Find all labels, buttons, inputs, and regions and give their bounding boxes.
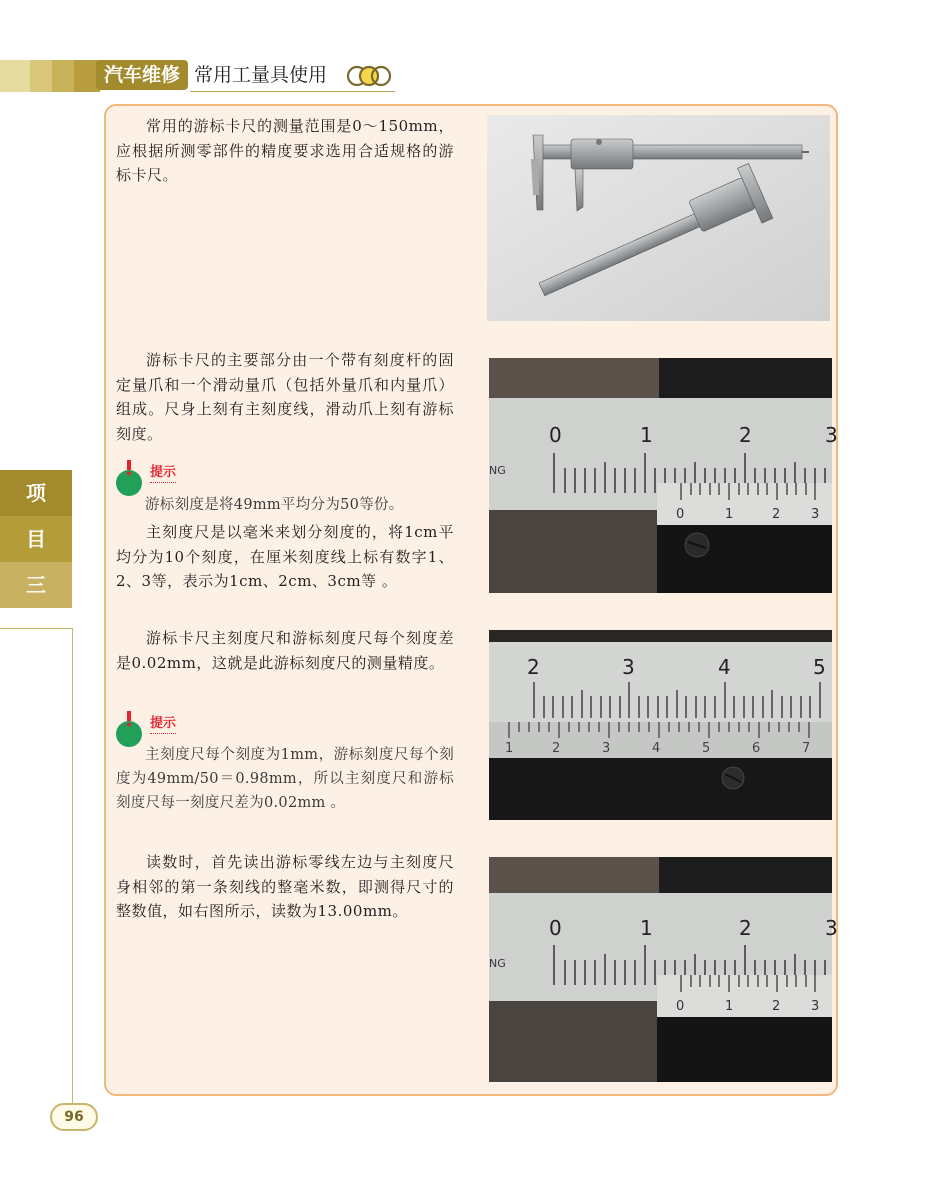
tip-text-2: 主刻度尺每个刻度为1mm，游标刻度尺每个刻度为49mm/50＝0.98mm，所以主刻度尺和游标刻度尺每一刻度尺差为0.02mm 。 — [116, 747, 454, 811]
main-scale-label: 1 — [640, 423, 653, 447]
scale-closeup-photo-2 — [489, 630, 832, 820]
vernier-label: 2 — [772, 507, 781, 522]
main-scale-label: 0 — [549, 423, 562, 447]
main-scale-label: 3 — [825, 423, 838, 447]
exclamation-icon — [125, 711, 133, 727]
scale-closeup-photo-3 — [489, 857, 838, 1082]
main-scale-label: 3 — [825, 916, 838, 940]
header-subtitle: 常用工量具使用 — [194, 64, 328, 86]
vernier-label: 4 — [652, 741, 661, 756]
vernier-label: 1 — [725, 507, 734, 522]
tip-label-text: 提示 — [150, 715, 176, 734]
tip-text-1: 游标刻度是将49mm平均分为50等份。 — [145, 497, 404, 513]
vernier-label: 6 — [752, 741, 761, 756]
main-scale-label: 3 — [622, 655, 635, 679]
paragraph-structure: 游标卡尺的主要部分由一个带有刻度杆的固定量爪和一个滑动量爪（包括外量爪和内量爪）组成。尺身上刻有主刻度线，滑动爪上刻有游标刻度。 — [116, 351, 454, 443]
brand-mark: NG — [489, 957, 506, 970]
side-rule — [72, 628, 73, 1103]
paragraph-precision: 游标卡尺主刻度尺和游标刻度尺每个刻度差是0.02mm，这就是此游标刻度尺的测量精度。 — [116, 629, 454, 672]
side-divider — [0, 628, 72, 629]
header-decoration-bar — [0, 60, 100, 92]
tip-label-2 — [116, 713, 196, 739]
scale-closeup-photo-1 — [489, 358, 838, 593]
page-number: 96 — [50, 1103, 98, 1131]
chapter-side-tab — [0, 470, 72, 608]
main-scale-label: 1 — [640, 916, 653, 940]
header-tag: 汽车维修 — [96, 60, 188, 90]
vernier-label: 0 — [676, 507, 685, 522]
main-scale-label: 0 — [549, 916, 562, 940]
vernier-label: 0 — [676, 999, 685, 1014]
vernier-label: 5 — [702, 741, 711, 756]
header-underline — [190, 91, 395, 92]
vernier-label: 2 — [552, 741, 561, 756]
page-header — [0, 56, 395, 94]
main-scale-label: 2 — [739, 423, 752, 447]
vernier-label: 1 — [505, 741, 514, 756]
paragraph-reading: 读数时，首先读出游标零线左边与主刻度尺身相邻的第一条刻线的整毫米数，即测得尺寸的整数值，如右图所示，读数为13.00mm。 — [116, 853, 454, 920]
tip-label-text: 提示 — [150, 464, 176, 483]
main-scale-label: 2 — [739, 916, 752, 940]
exclamation-icon — [125, 460, 133, 476]
paragraph-range: 常用的游标卡尺的测量范围是0～150mm，应根据所测零部件的精度要求选用合适规格的游标卡尺。 — [116, 117, 454, 184]
vernier-label: 3 — [811, 507, 820, 522]
main-scale-label: 4 — [718, 655, 731, 679]
rings-icon — [345, 65, 393, 87]
vernier-label: 1 — [725, 999, 734, 1014]
tip-label-1 — [116, 462, 196, 488]
calipers-photo — [487, 115, 830, 321]
vernier-label: 7 — [802, 741, 811, 756]
side-tab-char-1: 项 — [0, 470, 72, 516]
side-tab-char-2: 目 — [0, 516, 72, 562]
main-scale-label: 2 — [527, 655, 540, 679]
paragraph-main-scale: 主刻度尺是以毫米来划分刻度的，将1cm平均分为10个刻度，在厘米刻度线上标有数字1、2、3等，表示为1cm、2cm、3cm等 。 — [116, 523, 454, 590]
brand-mark: NG — [489, 464, 506, 477]
main-scale-label: 5 — [813, 655, 826, 679]
vernier-label: 2 — [772, 999, 781, 1014]
vernier-label: 3 — [811, 999, 820, 1014]
vernier-label: 3 — [602, 741, 611, 756]
side-tab-char-3: 三 — [0, 562, 72, 608]
